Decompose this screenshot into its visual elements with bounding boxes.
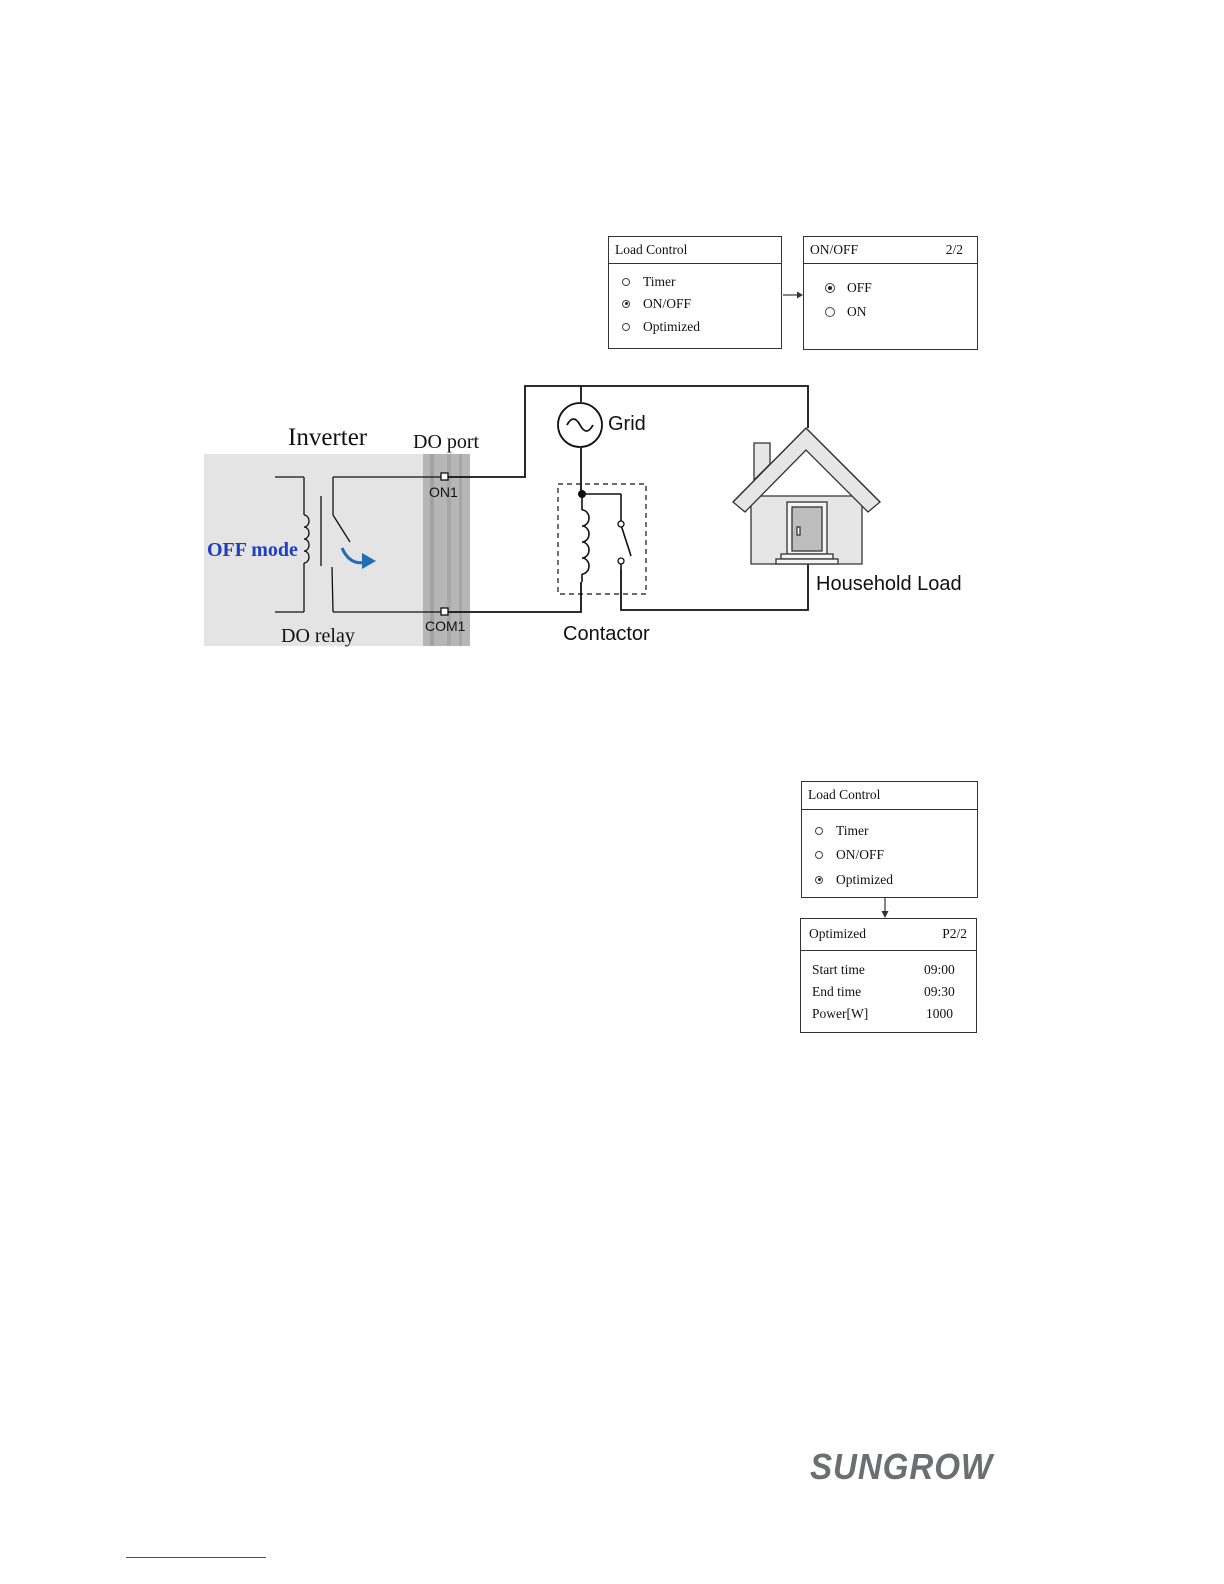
option-optimized[interactable]: Optimized — [622, 319, 700, 335]
load-control-header — [802, 782, 977, 810]
option-timer[interactable]: Timer — [622, 274, 676, 290]
optimized-screen — [800, 918, 977, 1033]
com1-label: COM1 — [425, 618, 466, 634]
end-time-label: End time — [812, 984, 862, 999]
contactor-to-load-wire — [621, 564, 808, 610]
radio-icon — [622, 323, 630, 331]
load-control-header — [609, 237, 781, 264]
radio-icon — [622, 278, 630, 286]
footer-link-underline — [126, 1557, 266, 1558]
end-time-value[interactable]: 09:30 — [924, 984, 955, 999]
household-load-label: Household Load — [816, 573, 962, 595]
on1-terminal — [441, 473, 448, 480]
load-control-title: Load Control — [808, 787, 881, 802]
on1-label: ON1 — [429, 484, 458, 500]
onoff-screen — [803, 236, 978, 350]
radio-icon — [815, 827, 823, 835]
optimized-title: Optimized — [809, 926, 866, 941]
wiring-diagram — [0, 370, 1224, 660]
radio-icon — [825, 307, 835, 317]
house-icon — [733, 428, 880, 564]
arrow-down-icon — [878, 898, 892, 920]
load-control-screen-1 — [608, 236, 782, 349]
power-value[interactable]: 1000 — [926, 1006, 953, 1021]
start-time-label: Start time — [812, 962, 865, 977]
option-onoff[interactable]: ON/OFF — [622, 296, 691, 312]
do-relay-label: DO relay — [281, 625, 355, 647]
grid-label: Grid — [608, 413, 646, 435]
onoff-page: 2/2 — [945, 242, 963, 257]
arrow-right-icon — [782, 288, 804, 302]
inverter-label: Inverter — [288, 424, 368, 451]
sungrow-logo: SUNGROW — [810, 1446, 994, 1487]
radio-selected-icon — [622, 300, 630, 308]
optimized-page: P2/2 — [942, 926, 967, 941]
off-mode-label: OFF mode — [207, 539, 298, 561]
com1-terminal — [441, 608, 448, 615]
start-time-value[interactable]: 09:00 — [924, 962, 955, 977]
load-control-screen-2 — [801, 781, 978, 898]
option-off[interactable]: OFF — [825, 280, 872, 296]
do-port-label: DO port — [413, 431, 480, 453]
contactor-label: Contactor — [563, 623, 650, 645]
option-onoff[interactable]: ON/OFF — [815, 847, 884, 863]
onoff-header — [804, 237, 977, 264]
onoff-title: ON/OFF — [810, 242, 859, 257]
option-optimized[interactable]: Optimized — [815, 872, 893, 888]
radio-selected-icon — [825, 283, 835, 293]
option-timer[interactable]: Timer — [815, 823, 869, 839]
load-control-title: Load Control — [615, 242, 688, 257]
radio-icon — [815, 851, 823, 859]
radio-selected-icon — [815, 876, 823, 884]
grid-source-icon — [558, 403, 602, 447]
optimized-header — [801, 919, 976, 951]
option-on[interactable]: ON — [825, 304, 867, 320]
power-label: Power[W] — [812, 1006, 869, 1021]
contactor-icon — [558, 484, 646, 594]
